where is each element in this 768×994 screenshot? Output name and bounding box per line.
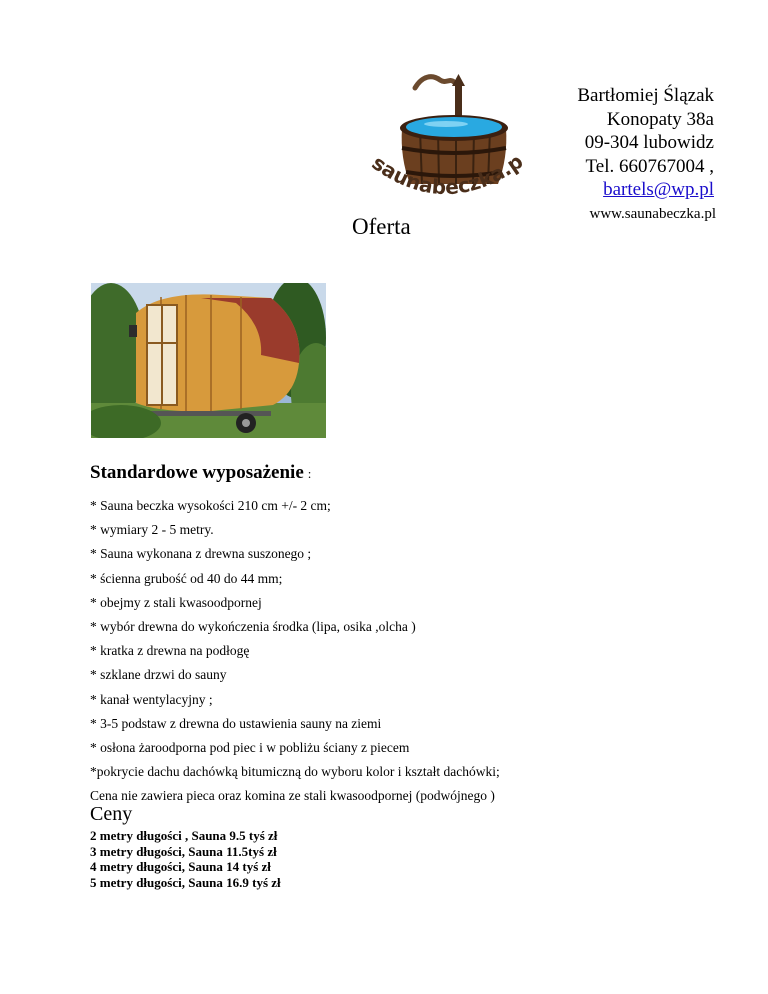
list-item: * kratka z drewna na podłogę bbox=[90, 643, 250, 659]
equipment-list bbox=[90, 494, 500, 784]
price-list bbox=[90, 828, 281, 890]
list-item: * wymiary 2 - 5 metry. bbox=[90, 522, 214, 538]
list-item: * ścienna grubość od 40 do 44 mm; bbox=[90, 570, 283, 586]
list-item: * Sauna beczka wysokości 210 cm +/- 2 cm; bbox=[90, 498, 331, 513]
list-item: * szklane drzwi do sauny bbox=[90, 667, 227, 683]
list-item: * Sauna wykonana z drewna suszonego ; bbox=[90, 546, 312, 562]
prices-heading: Ceny bbox=[90, 803, 133, 825]
standard-heading-text: Standardowe wyposażenie bbox=[90, 462, 304, 483]
price-note: Cena nie zawiera pieca oraz komina ze stali kwasoodpornej (podwójnego ) bbox=[90, 788, 495, 803]
list-item: * 3-5 podstaw z drewna do ustawienia sauny na ziemi bbox=[90, 715, 382, 731]
contact-phone: Tel. 660767004 , bbox=[585, 155, 714, 177]
price-item: 2 metry długości , Sauna 9.5 tyś zł bbox=[90, 828, 278, 843]
logo-brand-text: saunabeczka.p bbox=[367, 148, 528, 200]
offer-title: Oferta bbox=[352, 214, 411, 239]
sauna-photo bbox=[91, 283, 326, 438]
standard-heading-colon: : bbox=[307, 466, 312, 481]
list-item: * osłona żaroodporna pod piec i w pobliżu ściany z piecem bbox=[90, 739, 410, 755]
contact-street: Konopaty 38a bbox=[606, 108, 714, 130]
list-item: * kanał wentylacyjny ; bbox=[90, 691, 213, 707]
standard-equipment-heading bbox=[90, 462, 311, 484]
contact-block bbox=[577, 84, 714, 224]
price-item: 3 metry długości, Sauna 11.5tyś zł bbox=[90, 843, 277, 859]
list-item: *pokrycie dachu dachówką bitumiczną do wyboru kolor i kształt dachówki; bbox=[90, 764, 500, 780]
contact-name: Bartłomiej Ślązak bbox=[577, 85, 714, 106]
contact-website: www.saunabeczka.pl bbox=[589, 205, 716, 222]
price-item: 4 metry długości, Sauna 14 tyś zł bbox=[90, 859, 271, 874]
list-item: * wybór drewna do wykończenia środka (lipa, osika ,olcha ) bbox=[90, 618, 416, 634]
contact-postal: 09-304 lubowidz bbox=[584, 132, 714, 153]
price-item: 5 metry długości, Sauna 16.9 tyś zł bbox=[90, 874, 281, 890]
saunabeczka-logo bbox=[360, 66, 530, 216]
list-item: * obejmy z stali kwasoodpornej bbox=[90, 594, 262, 610]
contact-email-link[interactable]: bartels@wp.pl bbox=[603, 179, 714, 200]
